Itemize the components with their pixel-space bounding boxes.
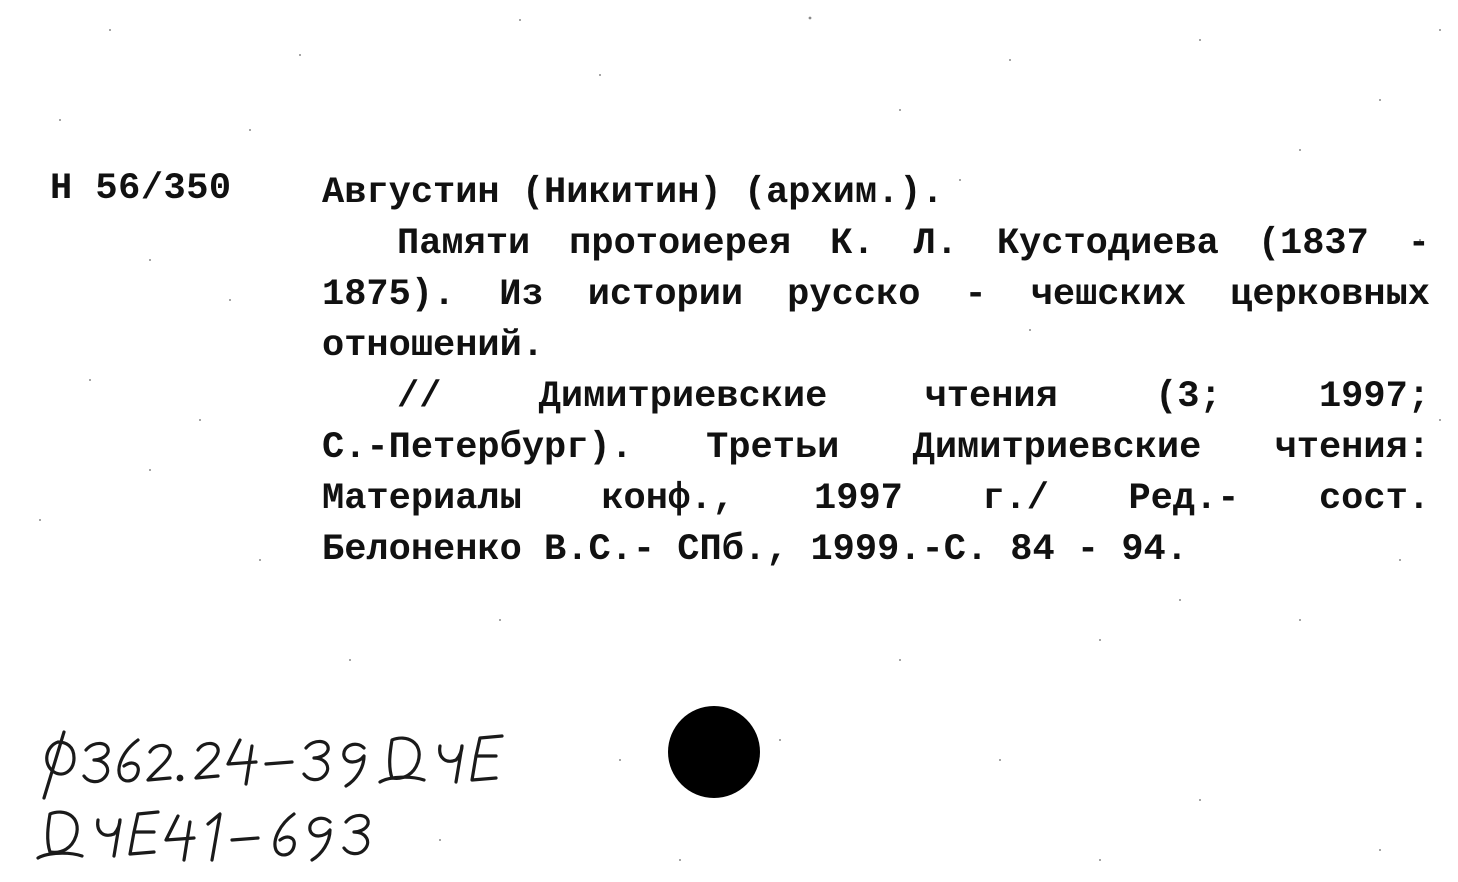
author-heading: Августин (Никитин) (архим.).	[322, 172, 944, 214]
handwritten-line-2	[38, 812, 368, 860]
shelfmark: Н 56/350	[50, 168, 232, 210]
source-line: Материалы конф., 1997 г./ Ред.- сост.	[322, 478, 1430, 520]
source-line: // Димитриевские чтения (3; 1997;	[397, 376, 1430, 418]
punch-hole	[668, 706, 760, 798]
source-line: Белоненко В.С.- СПб., 1999.-С. 84 - 94.	[322, 529, 1188, 571]
source-line: С.-Петербург). Третьи Димитриевские чтения:	[322, 427, 1430, 469]
handwritten-call-numbers	[28, 720, 588, 880]
title-line: 1875). Из истории русско - чешских церковных	[322, 274, 1430, 316]
title-line: отношений.	[322, 325, 545, 367]
title-line: Памяти протоиерея К. Л. Кустодиева (1837 -	[397, 223, 1430, 265]
handwritten-line-1	[44, 732, 502, 798]
bibliographic-entry	[322, 168, 1430, 576]
